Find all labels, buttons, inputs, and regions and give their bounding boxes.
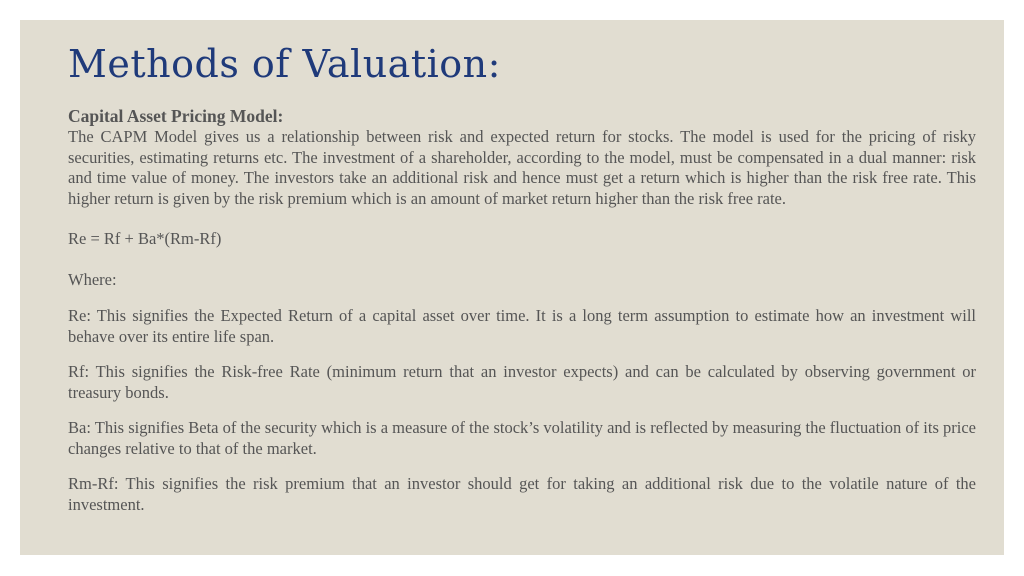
definition-rm-rf: Rm-Rf: This signifies the risk premium that an investor should get for taking an additional risk due to the volatile nature of the investment. — [68, 474, 976, 514]
definition-ba: Ba: This signifies Beta of the security which is a measure of the stock’s volatility and is reflected by measuring the fluctuation of its price changes relative to that of the market. — [68, 418, 976, 458]
slide-title: Methods of Valuation: — [68, 42, 501, 86]
definition-rf: Rf: This signifies the Risk-free Rate (minimum return that an investor expects) and can be calculated by observing government or treasury bonds. — [68, 362, 976, 402]
section-subtitle: Capital Asset Pricing Model: — [68, 106, 284, 126]
where-label: Where: — [68, 269, 117, 289]
capm-formula: Re = Rf + Ba*(Rm-Rf) — [68, 229, 222, 248]
slide-content — [68, 106, 976, 530]
definition-re: Re: This signifies the Expected Return of a capital asset over time. It is a long term assumption to estimate how an investment will behave over its entire life span. — [68, 306, 976, 346]
slide — [20, 20, 1004, 555]
intro-paragraph: The CAPM Model gives us a relationship between risk and expected return for stocks. The model is used for the pricing of risky securities, estimating returns etc. The investment of a shareholder, according to the model, must be compensated in a dual manner: risk and time value of money. The investors take an additional risk and hence must get a return which is higher than the risk free rate. This higher return is given by the risk premium which is an amount of market return higher than the risk free rate. — [68, 127, 976, 208]
